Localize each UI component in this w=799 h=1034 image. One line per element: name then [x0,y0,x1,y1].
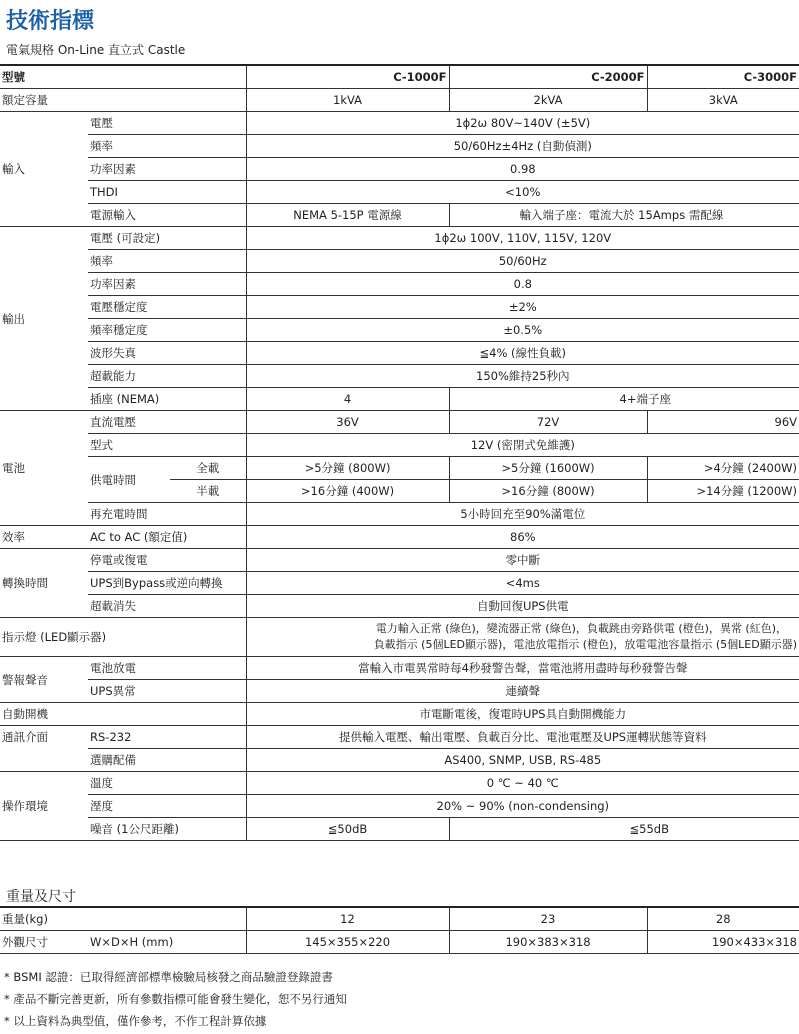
output-freq-value: 50/60Hz [246,250,799,273]
table-row [0,181,799,204]
output-freg-value: ±0.5% [246,319,799,342]
battery-label: 電池 [2,461,25,475]
table-row [0,726,799,749]
output-vreg-label: 電壓穩定度 [90,300,148,314]
led-label: 指示燈 (LED顯示器) [2,630,107,644]
spec-table [0,64,799,841]
table-row [0,319,799,342]
battery-full-c3: >4分鐘 (2400W) [647,457,799,480]
footnote: * 以上資料為典型值，僅作參考，不作工程計算依據 [4,1014,267,1028]
table-row [0,931,799,954]
input-source-c1: NEMA 5-15P 電源線 [246,204,449,227]
output-thd-label: 波形失真 [90,346,136,360]
table-row [0,365,799,388]
comm-label: 通訊介面 [2,730,48,744]
table-row [0,526,799,549]
env-humidity-value: 20% ~ 90% (non-condensing) [246,795,799,818]
weight-c1: 12 [246,907,449,931]
table-row [0,618,799,657]
model-c2000f: C-2000F [449,65,647,89]
dims-sub: W×D×H (mm) [90,935,174,949]
alarm-fault-label: UPS異常 [90,684,136,698]
weight-c3: 28 [647,907,799,931]
table-row [0,572,799,595]
battery-dc-c2: 72V [449,411,647,434]
table-row [0,250,799,273]
table-row [0,549,799,572]
dims-c1: 145×355×220 [246,931,449,954]
weight-label: 重量(kg) [2,912,48,926]
output-socket-label: 插座 (NEMA) [90,392,160,406]
battery-type-label: 型式 [90,438,113,452]
battery-recharge-label: 再充電時間 [90,507,148,521]
table-row [0,388,799,411]
table-row [0,296,799,319]
efficiency-value: 86% [246,526,799,549]
weight-dimension-table [0,906,799,954]
input-voltage-label: 電壓 [90,116,113,130]
battery-full-c1: >5分鐘 (800W) [246,457,449,480]
efficiency-label: 效率 [2,530,25,544]
rated-label: 額定容量 [2,93,48,107]
weight-c2: 23 [449,907,647,931]
env-humidity-label: 溼度 [90,799,113,813]
battery-dc-c3: 96V [647,411,799,434]
comm-rs232-value: 提供輸入電壓、輸出電壓、負載百分比、電池電壓及UPS運轉狀態等資料 [246,726,799,749]
input-freq-value: 50/60Hz±4Hz (自動偵測) [246,135,799,158]
table-row [0,772,799,795]
transfer-bypass-value: <4ms [246,572,799,595]
battery-half-c1: >16分鐘 (400W) [246,480,449,503]
page-title: 技術指標 [6,9,95,34]
battery-half-c3: >14分鐘 (1200W) [647,480,799,503]
transfer-outage-value: 零中斷 [246,549,799,572]
input-freq-label: 頻率 [90,139,113,153]
table-row [0,749,799,772]
output-label: 輸出 [2,311,25,326]
table-row [0,595,799,618]
env-temp-label: 溫度 [90,776,113,790]
rated-c3: 3kVA [647,89,799,112]
dims-c2: 190×383×318 [449,931,647,954]
table-row [0,434,799,457]
comm-option-value: AS400, SNMP, USB, RS-485 [246,749,799,772]
transfer-label: 轉換時間 [2,576,48,590]
table-row [0,411,799,434]
rated-c1: 1kVA [246,89,449,112]
battery-dc-label: 直流電壓 [90,415,136,429]
model-c1000f: C-1000F [246,65,449,89]
battery-full-c2: >5分鐘 (1600W) [449,457,647,480]
output-voltage-label: 電壓 (可設定) [90,231,161,245]
alarm-label: 警報聲音 [2,672,48,687]
table-row [0,342,799,365]
output-pf-value: 0.8 [246,273,799,296]
output-socket-c23: 4+端子座 [449,388,799,411]
input-thdi-value: <10% [246,181,799,204]
output-socket-c1: 4 [246,388,449,411]
battery-full-label: 全載 [196,461,220,475]
led-value [246,618,799,657]
model-header: 型號 [2,70,25,84]
output-pf-label: 功率因素 [90,277,136,291]
battery-half-label: 半載 [196,484,220,498]
battery-type-value: 12V (密閉式免維護) [246,434,799,457]
env-noise-c23: ≦55dB [449,818,799,841]
input-source-label: 電源輸入 [90,208,136,222]
output-overload-label: 超載能力 [90,369,136,383]
input-pf-value: 0.98 [246,158,799,181]
table-row [0,503,799,526]
alarm-discharge-label: 電池放電 [90,661,136,675]
transfer-outage-label: 停電或復電 [90,553,148,567]
env-label: 操作環境 [2,799,48,813]
comm-rs232-label: RS-232 [90,730,132,744]
env-temp-value: 0 ℃ ~ 40 ℃ [246,772,799,795]
battery-backup-label: 供電時間 [90,472,136,487]
footnote: * BSMI 認證：已取得經濟部標準檢驗局核發之商品驗證登錄證書 [4,970,333,984]
table-row [0,657,799,680]
table-row [0,112,799,135]
model-c3000f: C-3000F [647,65,799,89]
transfer-bypass-label: UPS到Bypass或逆向轉換 [90,576,223,590]
comm-option-label: 選購配備 [90,753,136,767]
output-freg-label: 頻率穩定度 [90,323,148,337]
input-voltage-value: 1ϕ2ω 80V~140V (±5V) [246,112,799,135]
led-line2: 負載指示 (5個LED顯示器)，電池放電指示 (橙色)，放電電池容量指示 (5個LED顯示器) [373,638,798,651]
table-row [0,703,799,726]
output-freq-label: 頻率 [90,254,113,268]
dims-label: 外觀尺寸 [2,935,48,949]
alarm-fault-value: 連續聲 [246,680,799,703]
output-overload-value: 150%維持25秒內 [246,365,799,388]
transfer-clear-value: 自動回復UPS供電 [246,595,799,618]
env-noise-label: 噪音 (1公尺距離) [90,822,179,836]
led-line1: 電力輸入正常 (綠色)，變流器正常 (綠色)，負載跳由旁路供電 (橙色)，異常 (紅色)， [375,622,788,635]
table-row [0,273,799,296]
table-row [0,907,799,931]
autostart-label: 自動開機 [2,707,48,721]
env-noise-c1: ≦50dB [246,818,449,841]
input-source-c23: 輸入端子座：電流大於 15Amps 需配線 [449,204,799,227]
table-row [0,89,799,112]
table-row [0,795,799,818]
page-subtitle: 電氣規格 On-Line 直立式 Castle [6,43,186,57]
input-label: 輸入 [2,162,25,176]
dims-c3: 190×433×318 [647,931,799,954]
battery-half-c2: >16分鐘 (800W) [449,480,647,503]
alarm-discharge-value: 當輸入市電異常時每4秒發警告聲，當電池將用盡時每秒發警告聲 [246,657,799,680]
table-row [0,135,799,158]
footnotes [4,966,347,1032]
transfer-clear-label: 超載消失 [90,599,136,613]
table-row [0,457,799,480]
table-row [0,227,799,250]
output-voltage-value: 1ϕ2ω 100V, 110V, 115V, 120V [246,227,799,250]
footnote: * 產品不斷完善更新，所有參數指標可能會發生變化，恕不另行通知 [4,992,347,1006]
table-header-row [0,65,799,89]
table-row [0,158,799,181]
efficiency-sub: AC to AC (額定值) [90,530,188,544]
section-weight-dimensions: 重量及尺寸 [6,889,76,905]
table-row [0,204,799,227]
battery-dc-c1: 36V [246,411,449,434]
autostart-value: 市電斷電後，復電時UPS具自動開機能力 [246,703,799,726]
input-pf-label: 功率因素 [90,162,136,176]
table-row [0,680,799,703]
output-thd-value: ≦4% (線性負載) [246,342,799,365]
input-thdi-label: THDI [90,185,118,199]
table-row [0,818,799,841]
battery-recharge-value: 5小時回充至90%滿電位 [246,503,799,526]
rated-c2: 2kVA [449,89,647,112]
output-vreg-value: ±2% [246,296,799,319]
